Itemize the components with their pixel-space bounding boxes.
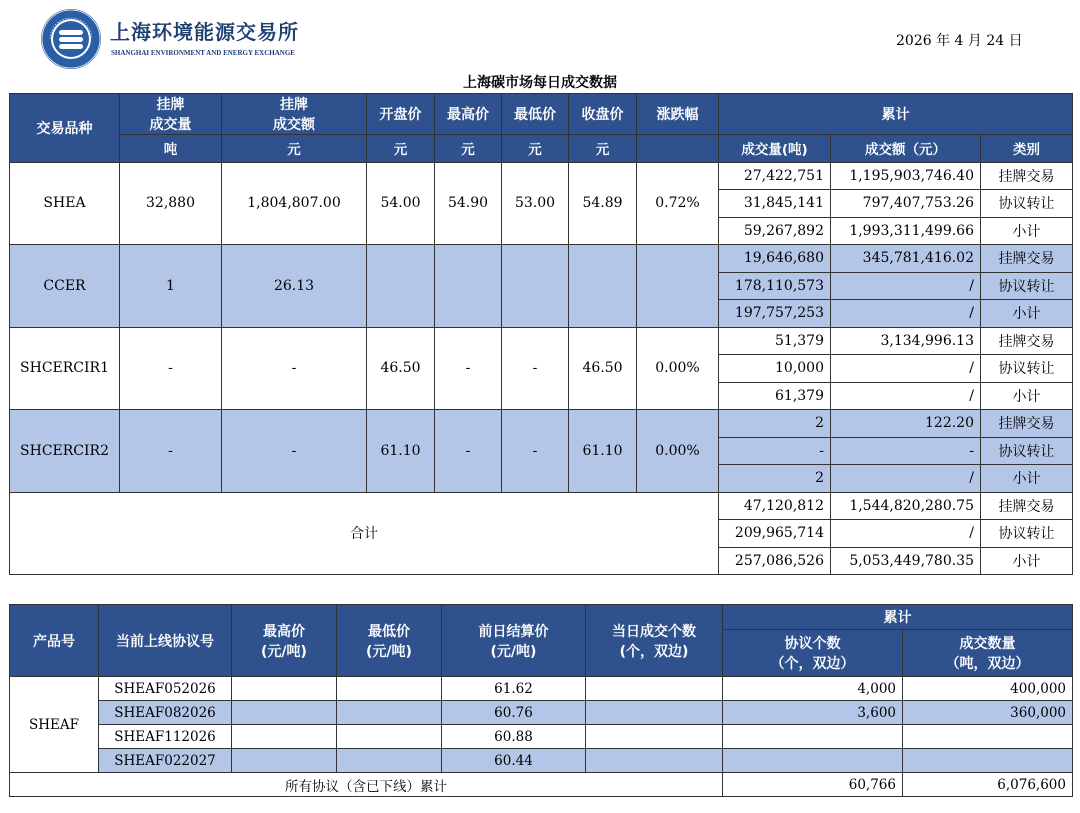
close-cell <box>569 245 637 328</box>
settle-cell: 60.44 <box>442 749 586 773</box>
high-cell <box>435 245 502 328</box>
unit-cum-volume: 成交量(吨) <box>719 135 831 163</box>
total-label: 所有协议（含已下线）累计 <box>10 773 723 797</box>
total-qty-cell: 6,076,600 <box>903 773 1073 797</box>
cum-volume-cell: 197,757,253 <box>719 300 831 328</box>
cum-amount-cell: 1,993,311,499.66 <box>831 217 981 245</box>
cum-amount-cell: 3,134,996.13 <box>831 327 981 355</box>
table-row <box>10 245 1073 273</box>
type-cell: 协议转让 <box>981 355 1073 383</box>
unit-close: 元 <box>569 135 637 163</box>
close-cell: 61.10 <box>569 410 637 493</box>
unit-high: 元 <box>435 135 502 163</box>
header-agreement: 当前上线协议号 <box>99 605 232 677</box>
low-cell <box>337 725 442 749</box>
unit-type: 类别 <box>981 135 1073 163</box>
listed-amount-cell: 26.13 <box>222 245 367 328</box>
cum-volume-cell: 10,000 <box>719 355 831 383</box>
change-cell: 0.00% <box>637 327 719 410</box>
listed-amount-cell: 1,804,807.00 <box>222 162 367 245</box>
high-cell: - <box>435 327 502 410</box>
type-cell: 挂牌交易 <box>981 492 1073 520</box>
unit-cum-amount: 成交额（元） <box>831 135 981 163</box>
open-cell <box>367 245 435 328</box>
header-product: 交易品种 <box>10 94 120 163</box>
low-cell <box>337 701 442 725</box>
listed-volume-cell: 1 <box>120 245 222 328</box>
cum-volume-cell: 2 <box>719 465 831 493</box>
cum-volume-cell: 31,845,141 <box>719 190 831 218</box>
header-cum-qty: 成交数量 （吨，双边） <box>903 630 1073 677</box>
count-cell <box>586 677 723 701</box>
header-listed-amount: 挂牌 成交额 <box>222 94 367 135</box>
change-cell: 0.00% <box>637 410 719 493</box>
header-open: 开盘价 <box>367 94 435 135</box>
header-high-price: 最高价 (元/吨) <box>232 605 337 677</box>
total-amount-cell: 1,544,820,280.75 <box>831 492 981 520</box>
cum-qty-cell: 360,000 <box>903 701 1073 725</box>
settle-cell: 60.76 <box>442 701 586 725</box>
header-low: 最低价 <box>502 94 569 135</box>
high-cell <box>232 677 337 701</box>
cum-volume-cell: 2 <box>719 410 831 438</box>
type-cell: 小计 <box>981 465 1073 493</box>
change-cell: 0.72% <box>637 162 719 245</box>
open-cell: 54.00 <box>367 162 435 245</box>
listed-volume-cell: - <box>120 327 222 410</box>
header-listed-volume: 挂牌 成交量 <box>120 94 222 135</box>
high-cell: 54.90 <box>435 162 502 245</box>
agreement-cell: SHEAF022027 <box>99 749 232 773</box>
product-cell: SHCERCIR1 <box>10 327 120 410</box>
header-daily-count: 当日成交个数 (个，双边) <box>586 605 723 677</box>
cum-amount-cell: 345,781,416.02 <box>831 245 981 273</box>
header-cumulative: 累计 <box>723 605 1073 630</box>
report-title: 上海碳市场每日成交数据 <box>463 75 617 91</box>
org-name-cn: 上海环境能源交易所 <box>110 20 299 44</box>
agreement-cell: SHEAF052026 <box>99 677 232 701</box>
high-cell <box>232 749 337 773</box>
open-cell: 61.10 <box>367 410 435 493</box>
total-label: 合计 <box>10 492 719 575</box>
cum-volume-cell: 61,379 <box>719 382 831 410</box>
settle-cell: 61.62 <box>442 677 586 701</box>
header-high: 最高价 <box>435 94 502 135</box>
sheaf-agreement-table <box>9 604 1073 797</box>
type-cell: 挂牌交易 <box>981 162 1073 190</box>
unit-low: 元 <box>502 135 569 163</box>
product-cell: SHCERCIR2 <box>10 410 120 493</box>
type-cell: 协议转让 <box>981 272 1073 300</box>
change-cell <box>637 245 719 328</box>
cum-amount-cell: 797,407,753.26 <box>831 190 981 218</box>
cum-volume-cell: 59,267,892 <box>719 217 831 245</box>
unit-change <box>637 135 719 163</box>
type-cell: 挂牌交易 <box>981 245 1073 273</box>
listed-amount-cell: - <box>222 410 367 493</box>
close-cell: 54.89 <box>569 162 637 245</box>
header-product-code: 产品号 <box>10 605 99 677</box>
header-low-price: 最低价 (元/吨) <box>337 605 442 677</box>
table-row <box>10 327 1073 355</box>
table-row <box>10 677 1073 701</box>
cum-volume-cell: 178,110,573 <box>719 272 831 300</box>
cum-volume-cell: 51,379 <box>719 327 831 355</box>
total-amount-cell: / <box>831 520 981 548</box>
low-cell: - <box>502 410 569 493</box>
high-cell: - <box>435 410 502 493</box>
type-cell: 协议转让 <box>981 437 1073 465</box>
low-cell <box>337 749 442 773</box>
low-cell: 53.00 <box>502 162 569 245</box>
table-row <box>10 162 1073 190</box>
total-amount-cell: 5,053,449,780.35 <box>831 547 981 575</box>
listed-amount-cell: - <box>222 327 367 410</box>
agreement-cell: SHEAF112026 <box>99 725 232 749</box>
table-row <box>10 725 1073 749</box>
cum-amount-cell: - <box>831 437 981 465</box>
low-cell <box>337 677 442 701</box>
open-cell: 46.50 <box>367 327 435 410</box>
cum-count-cell <box>723 749 903 773</box>
listed-volume-cell: 32,880 <box>120 162 222 245</box>
header-cumulative: 累计 <box>719 94 1073 135</box>
settle-cell: 60.88 <box>442 725 586 749</box>
header-change: 涨跌幅 <box>637 94 719 135</box>
table-row <box>10 749 1073 773</box>
cum-volume-cell: - <box>719 437 831 465</box>
count-cell <box>586 701 723 725</box>
cum-amount-cell: / <box>831 355 981 383</box>
table-row <box>10 701 1073 725</box>
unit-open: 元 <box>367 135 435 163</box>
type-cell: 挂牌交易 <box>981 410 1073 438</box>
product-cell: CCER <box>10 245 120 328</box>
daily-trading-table <box>9 93 1073 575</box>
count-cell <box>586 725 723 749</box>
cum-amount-cell: / <box>831 300 981 328</box>
exchange-logo <box>40 8 102 70</box>
cum-qty-cell <box>903 725 1073 749</box>
cum-qty-cell: 400,000 <box>903 677 1073 701</box>
total-row <box>10 492 1073 520</box>
cum-amount-cell: / <box>831 465 981 493</box>
low-cell: - <box>502 327 569 410</box>
total-volume-cell: 47,120,812 <box>719 492 831 520</box>
header-close: 收盘价 <box>569 94 637 135</box>
type-cell: 小计 <box>981 217 1073 245</box>
header-cum-count: 协议个数 （个，双边） <box>723 630 903 677</box>
cum-volume-cell: 19,646,680 <box>719 245 831 273</box>
report-date: 2026 年 4 月 24 日 <box>896 33 1023 49</box>
org-name-en: SHANGHAI ENVIRONMENT AND ENERGY EXCHANGE <box>111 49 295 57</box>
type-cell: 协议转让 <box>981 520 1073 548</box>
table-row <box>10 410 1073 438</box>
listed-volume-cell: - <box>120 410 222 493</box>
close-cell: 46.50 <box>569 327 637 410</box>
header-settle-price: 前日结算价 (元/吨) <box>442 605 586 677</box>
type-cell: 小计 <box>981 382 1073 410</box>
type-cell: 小计 <box>981 300 1073 328</box>
type-cell: 挂牌交易 <box>981 327 1073 355</box>
type-cell: 小计 <box>981 547 1073 575</box>
total-row <box>10 773 1073 797</box>
cum-count-cell: 4,000 <box>723 677 903 701</box>
product-cell: SHEA <box>10 162 120 245</box>
unit-amount: 元 <box>222 135 367 163</box>
cum-amount-cell: / <box>831 382 981 410</box>
cum-amount-cell: 1,195,903,746.40 <box>831 162 981 190</box>
unit-volume: 吨 <box>120 135 222 163</box>
cum-amount-cell: 122.20 <box>831 410 981 438</box>
type-cell: 协议转让 <box>981 190 1073 218</box>
low-cell <box>502 245 569 328</box>
high-cell <box>232 725 337 749</box>
total-count-cell: 60,766 <box>723 773 903 797</box>
cum-count-cell: 3,600 <box>723 701 903 725</box>
agreement-cell: SHEAF082026 <box>99 701 232 725</box>
total-volume-cell: 209,965,714 <box>719 520 831 548</box>
cum-qty-cell <box>903 749 1073 773</box>
high-cell <box>232 701 337 725</box>
cum-count-cell <box>723 725 903 749</box>
count-cell <box>586 749 723 773</box>
total-volume-cell: 257,086,526 <box>719 547 831 575</box>
cum-volume-cell: 27,422,751 <box>719 162 831 190</box>
product-code-cell: SHEAF <box>10 677 99 773</box>
cum-amount-cell: / <box>831 272 981 300</box>
